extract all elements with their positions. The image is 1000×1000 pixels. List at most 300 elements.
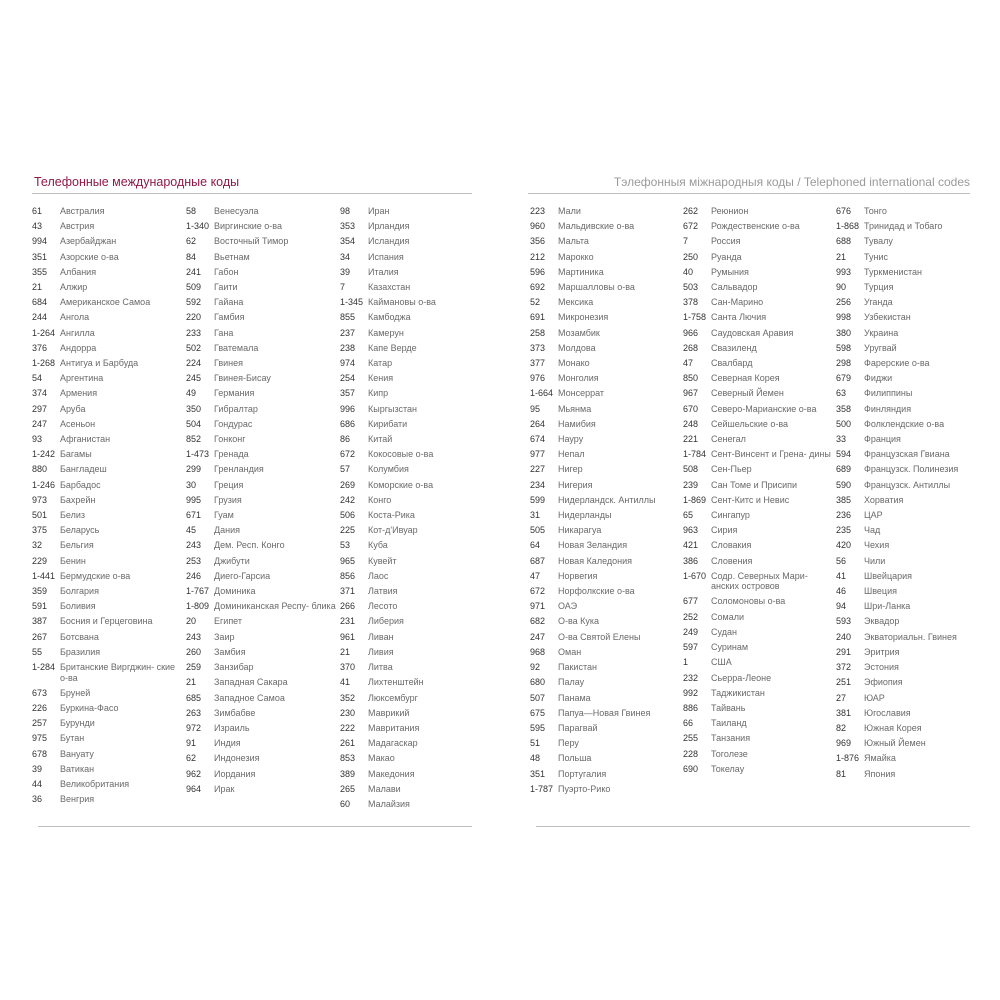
country-name: Свазиленд <box>711 342 757 353</box>
dial-code: 39 <box>340 266 351 277</box>
dial-code: 1-246 <box>32 479 56 490</box>
dial-code: 257 <box>32 718 48 729</box>
codes-column <box>836 206 970 784</box>
dial-code: 381 <box>836 707 852 718</box>
dial-code: 1-242 <box>32 449 56 460</box>
code-entry <box>530 525 676 535</box>
code-entry <box>186 632 336 642</box>
dial-code: 64 <box>530 540 541 551</box>
country-name: Асеньон <box>60 418 96 429</box>
country-name: Пуэрто-Рико <box>558 783 611 794</box>
country-name: Бурунди <box>60 718 95 729</box>
country-name: Непал <box>558 449 585 460</box>
country-name: Тайвань <box>711 702 746 713</box>
country-name: Соломоновы о-ва <box>711 596 786 607</box>
code-entry <box>683 703 833 713</box>
code-entry <box>530 784 676 794</box>
dial-code: 256 <box>836 297 852 308</box>
dial-code: 684 <box>32 297 48 308</box>
country-name: Уругвай <box>864 342 897 353</box>
code-entry <box>836 328 970 338</box>
country-name: Габон <box>214 266 239 277</box>
country-name: Вьетнам <box>214 251 250 262</box>
country-name: Суринам <box>711 642 749 653</box>
dial-code: 21 <box>836 251 847 262</box>
code-entry <box>340 556 472 566</box>
code-entry <box>683 236 833 246</box>
code-entry <box>683 688 833 698</box>
country-name: Австрия <box>60 221 95 232</box>
dial-code: 599 <box>530 494 546 505</box>
code-entry <box>186 236 336 246</box>
code-entry <box>186 252 336 262</box>
dial-code: 249 <box>683 626 699 637</box>
country-name: Норфолкские о-ва <box>558 586 635 597</box>
dial-code: 94 <box>836 601 847 612</box>
code-entry <box>32 267 182 277</box>
country-name: Гана <box>214 327 234 338</box>
dial-code: 223 <box>530 206 546 216</box>
code-entry <box>32 297 182 307</box>
country-name: Западная Сакара <box>214 677 288 688</box>
code-entry <box>530 464 676 474</box>
code-entry <box>530 312 676 322</box>
dial-code: 373 <box>530 342 546 353</box>
country-name: Токелау <box>711 763 745 774</box>
country-name: Чад <box>864 525 881 536</box>
dial-code: 31 <box>530 510 541 521</box>
country-name: Эфиопия <box>864 677 903 688</box>
code-entry <box>683 525 833 535</box>
country-name: Кот-д'Ивуар <box>368 525 418 536</box>
dial-code: 971 <box>530 601 546 612</box>
country-name: Гамбия <box>214 312 245 323</box>
dial-code: 676 <box>836 206 852 216</box>
dial-code: 41 <box>836 570 847 581</box>
code-entry <box>530 252 676 262</box>
dial-code: 968 <box>530 646 546 657</box>
code-entry <box>683 221 833 231</box>
country-name: Монголия <box>558 373 599 384</box>
dial-code: 47 <box>683 358 694 369</box>
dial-code: 81 <box>836 768 847 779</box>
country-name: Ботсвана <box>60 631 99 642</box>
dial-code: 82 <box>836 722 847 733</box>
country-name: Уганда <box>864 297 893 308</box>
country-name: Восточный Тимор <box>214 236 289 247</box>
code-entry <box>340 206 472 216</box>
code-entry <box>32 358 182 368</box>
code-entry <box>32 540 182 550</box>
code-entry <box>32 328 182 338</box>
country-name: Норвегия <box>558 570 598 581</box>
code-entry <box>836 480 970 490</box>
code-entry <box>340 586 472 596</box>
dial-code: 358 <box>836 403 852 414</box>
country-name: Эстония <box>864 662 899 673</box>
country-name: Великобритания <box>60 778 130 789</box>
country-name: Ливан <box>368 631 394 642</box>
country-name: Россия <box>711 236 741 247</box>
code-entry <box>186 297 336 307</box>
code-entry <box>32 282 182 292</box>
page-title: Тэлефонныя міжнародныя коды / Telephoned international codes <box>613 175 970 189</box>
dial-code: 673 <box>32 687 48 698</box>
code-entry <box>186 434 336 444</box>
dial-code: 90 <box>836 282 847 293</box>
dial-code: 1-340 <box>186 221 210 232</box>
dial-code: 252 <box>683 611 699 622</box>
code-entry <box>340 312 472 322</box>
country-name: Фолклендские о-ва <box>864 418 945 429</box>
dial-code: 268 <box>683 342 699 353</box>
dial-code: 92 <box>530 662 541 673</box>
country-name: Вануату <box>60 748 94 759</box>
code-entry <box>836 297 970 307</box>
code-entry <box>340 358 472 368</box>
dial-code: 1-264 <box>32 327 56 338</box>
dial-code: 965 <box>340 555 356 566</box>
dial-code: 995 <box>186 494 202 505</box>
dial-code: 84 <box>186 251 197 262</box>
country-name: Кипр <box>368 388 389 399</box>
country-name: Индия <box>214 738 241 749</box>
dial-code: 1-664 <box>530 388 554 399</box>
code-entry <box>836 571 970 581</box>
dial-code: 504 <box>186 418 202 429</box>
country-name: Буркина-Фасо <box>60 702 119 713</box>
country-name: Мозамбик <box>558 327 600 338</box>
country-name: Занзибар <box>214 662 254 673</box>
country-name: Фиджи <box>864 373 893 384</box>
country-name: Венгрия <box>60 794 95 805</box>
country-name: Конго <box>368 494 392 505</box>
dial-code: 856 <box>340 570 356 581</box>
code-entry <box>683 627 833 637</box>
dial-code: 245 <box>186 373 202 384</box>
code-entry <box>836 388 970 398</box>
dial-code: 359 <box>32 586 48 597</box>
top-divider <box>32 193 472 194</box>
country-name: Северная Корея <box>711 373 780 384</box>
dial-code: 596 <box>530 266 546 277</box>
country-name: Бахрейн <box>60 494 96 505</box>
code-entry <box>530 358 676 368</box>
country-name: Филиппины <box>864 388 913 399</box>
country-name: Швеция <box>864 586 897 597</box>
code-entry <box>340 753 472 763</box>
code-entry <box>340 328 472 338</box>
code-entry <box>186 738 336 748</box>
code-entry <box>683 596 833 606</box>
dial-code: 255 <box>683 733 699 744</box>
dial-code: 63 <box>836 388 847 399</box>
code-entry <box>32 419 182 429</box>
country-name: Португалия <box>558 768 607 779</box>
country-name: Чехия <box>864 540 890 551</box>
code-entry <box>32 252 182 262</box>
dial-code: 967 <box>683 388 699 399</box>
dial-code: 680 <box>530 677 546 688</box>
dial-code: 246 <box>186 570 202 581</box>
country-name: Французская Гвиана <box>864 449 950 460</box>
code-entry <box>32 688 182 698</box>
country-name: Новая Каледония <box>558 555 632 566</box>
dial-code: 98 <box>340 206 351 216</box>
dial-code: 503 <box>683 282 699 293</box>
code-entry <box>836 693 970 703</box>
country-name: ОАЭ <box>558 601 578 612</box>
country-name: Науру <box>558 434 584 445</box>
code-entry <box>530 571 676 581</box>
country-name: Нигер <box>558 464 583 475</box>
code-entry <box>340 297 472 307</box>
dial-code: 501 <box>32 510 48 521</box>
code-entry <box>32 662 182 683</box>
dial-code: 420 <box>836 540 852 551</box>
code-entry <box>836 738 970 748</box>
code-entry <box>530 404 676 414</box>
code-entry <box>186 540 336 550</box>
dial-code: 505 <box>530 525 546 536</box>
country-name: Франция <box>864 434 901 445</box>
code-entry <box>530 267 676 277</box>
dial-code: 597 <box>683 642 699 653</box>
country-name: Западное Самоа <box>214 692 285 703</box>
code-entry <box>340 449 472 459</box>
dial-code: 1-787 <box>530 783 554 794</box>
dial-code: 41 <box>340 677 351 688</box>
code-entry <box>340 343 472 353</box>
dial-code: 370 <box>340 662 356 673</box>
dial-code: 1-473 <box>186 449 210 460</box>
country-name: Гонконг <box>214 434 246 445</box>
code-entry <box>836 586 970 596</box>
code-entry <box>836 753 970 763</box>
code-entry <box>836 419 970 429</box>
dial-code: 250 <box>683 251 699 262</box>
dial-code: 509 <box>186 282 202 293</box>
dial-code: 51 <box>530 738 541 749</box>
dial-code: 356 <box>530 236 546 247</box>
code-entry <box>530 601 676 611</box>
dial-code: 375 <box>32 525 48 536</box>
code-entry <box>186 677 336 687</box>
country-name: ЮАР <box>864 692 885 703</box>
country-name: Германия <box>214 388 255 399</box>
country-name: Малави <box>368 783 401 794</box>
dial-code: 44 <box>32 778 43 789</box>
dial-code: 973 <box>32 494 48 505</box>
country-name: Китай <box>368 434 393 445</box>
country-name: Бельгия <box>60 540 94 551</box>
code-entry <box>186 784 336 794</box>
dial-code: 263 <box>186 707 202 718</box>
country-name: Сомали <box>711 611 744 622</box>
dial-code: 46 <box>836 586 847 597</box>
country-name: Гвинея <box>214 358 244 369</box>
code-entry <box>530 297 676 307</box>
code-entry <box>186 769 336 779</box>
dial-code: 974 <box>340 358 356 369</box>
country-name: Свалбард <box>711 358 753 369</box>
country-name: Южная Корея <box>864 722 922 733</box>
code-entry <box>530 480 676 490</box>
dial-code: 886 <box>683 702 699 713</box>
country-name: Сан-Марино <box>711 297 764 308</box>
dial-code: 686 <box>340 418 356 429</box>
code-entry <box>340 738 472 748</box>
dial-code: 994 <box>32 236 48 247</box>
code-entry <box>530 221 676 231</box>
country-name: Молдова <box>558 342 596 353</box>
country-name: Финляндия <box>864 403 912 414</box>
dial-code: 594 <box>836 449 852 460</box>
dial-code: 508 <box>683 464 699 475</box>
code-entry <box>340 480 472 490</box>
country-name: Оман <box>558 646 582 657</box>
code-entry <box>836 647 970 657</box>
code-entry <box>186 206 336 216</box>
dial-code: 48 <box>530 753 541 764</box>
code-entry <box>32 571 182 581</box>
dial-code: 592 <box>186 297 202 308</box>
dial-code: 247 <box>530 631 546 642</box>
code-entry <box>186 221 336 231</box>
country-name: Дем. Респ. Конго <box>214 540 285 551</box>
codes-column <box>186 206 336 799</box>
country-name: Зимбабве <box>214 707 256 718</box>
country-name: Сенегал <box>711 434 746 445</box>
country-name: Япония <box>864 768 896 779</box>
country-name: Тонго <box>864 206 887 216</box>
country-name: Реюнион <box>711 206 749 216</box>
dial-code: 61 <box>32 206 43 216</box>
dial-code: 240 <box>836 631 852 642</box>
dial-code: 371 <box>340 586 356 597</box>
code-entry <box>530 632 676 642</box>
dial-code: 228 <box>683 748 699 759</box>
dial-code: 33 <box>836 434 847 445</box>
country-name: Мьянма <box>558 403 592 414</box>
country-name: Джибути <box>214 555 250 566</box>
dial-code: 298 <box>836 358 852 369</box>
dial-code: 225 <box>340 525 356 536</box>
code-entry <box>683 388 833 398</box>
country-name: Бенин <box>60 555 86 566</box>
country-name: Иордания <box>214 768 256 779</box>
dial-code: 1-758 <box>683 312 707 323</box>
dial-code: 972 <box>186 722 202 733</box>
code-entry <box>836 708 970 718</box>
dial-code: 49 <box>186 388 197 399</box>
code-entry <box>32 749 182 759</box>
country-name: Словения <box>711 555 753 566</box>
code-entry <box>186 647 336 657</box>
dial-code: 966 <box>683 327 699 338</box>
dial-code: 591 <box>32 601 48 612</box>
dial-code: 1-869 <box>683 494 707 505</box>
dial-code: 1-809 <box>186 601 210 612</box>
dial-code: 93 <box>32 434 43 445</box>
country-name: Исландия <box>368 236 410 247</box>
dial-code: 30 <box>186 479 197 490</box>
code-entry <box>186 662 336 672</box>
code-entry <box>683 343 833 353</box>
dial-code: 1-868 <box>836 221 860 232</box>
country-name: Кувейт <box>368 555 397 566</box>
dial-code: 376 <box>32 342 48 353</box>
country-name: Таиланд <box>711 718 747 729</box>
dial-code: 221 <box>683 434 699 445</box>
country-name: Кения <box>368 373 394 384</box>
dial-code: 506 <box>340 510 356 521</box>
country-name: Мартиника <box>558 266 604 277</box>
code-entry <box>32 525 182 535</box>
code-entry <box>186 328 336 338</box>
country-name: ЦАР <box>864 510 883 521</box>
dial-code: 969 <box>836 738 852 749</box>
country-name: Макао <box>368 753 395 764</box>
code-entry <box>32 616 182 626</box>
dial-code: 502 <box>186 342 202 353</box>
country-name: Гвинея-Бисау <box>214 373 271 384</box>
code-entry <box>836 267 970 277</box>
code-entry <box>340 388 472 398</box>
country-name: Македония <box>368 768 415 779</box>
country-name: Бутан <box>60 733 85 744</box>
country-name: Бруней <box>60 687 91 698</box>
dial-code: 62 <box>186 236 197 247</box>
dial-code: 57 <box>340 464 351 475</box>
code-entry <box>530 586 676 596</box>
dial-code: 354 <box>340 236 356 247</box>
country-name: Сирия <box>711 525 738 536</box>
code-entry <box>340 677 472 687</box>
dial-code: 671 <box>186 510 202 521</box>
code-entry <box>340 784 472 794</box>
code-entry <box>683 510 833 520</box>
dial-code: 996 <box>340 403 356 414</box>
country-name: Танзания <box>711 733 751 744</box>
dial-code: 975 <box>32 733 48 744</box>
code-entry <box>32 510 182 520</box>
country-name: Никарагуа <box>558 525 602 536</box>
dial-code: 595 <box>530 722 546 733</box>
country-name: Парагвай <box>558 722 598 733</box>
country-name: Нидерланды <box>558 510 612 521</box>
country-name: Капе Верде <box>368 342 417 353</box>
code-entry <box>836 449 970 459</box>
dial-code: 377 <box>530 358 546 369</box>
code-entry <box>186 586 336 596</box>
code-entry <box>836 662 970 672</box>
dial-code: 254 <box>340 373 356 384</box>
country-name: Багамы <box>60 449 92 460</box>
country-name: Украина <box>864 327 899 338</box>
code-entry <box>186 556 336 566</box>
dial-code: 243 <box>186 631 202 642</box>
country-name: Содр. Северных Мари- анских островов <box>711 570 808 592</box>
code-entry <box>683 449 833 459</box>
dial-code: 386 <box>683 555 699 566</box>
country-name: Гондурас <box>214 418 253 429</box>
code-entry <box>340 540 472 550</box>
dial-code: 220 <box>186 312 202 323</box>
country-name: Румыния <box>711 266 749 277</box>
code-entry <box>340 495 472 505</box>
country-name: Гватемала <box>214 342 259 353</box>
